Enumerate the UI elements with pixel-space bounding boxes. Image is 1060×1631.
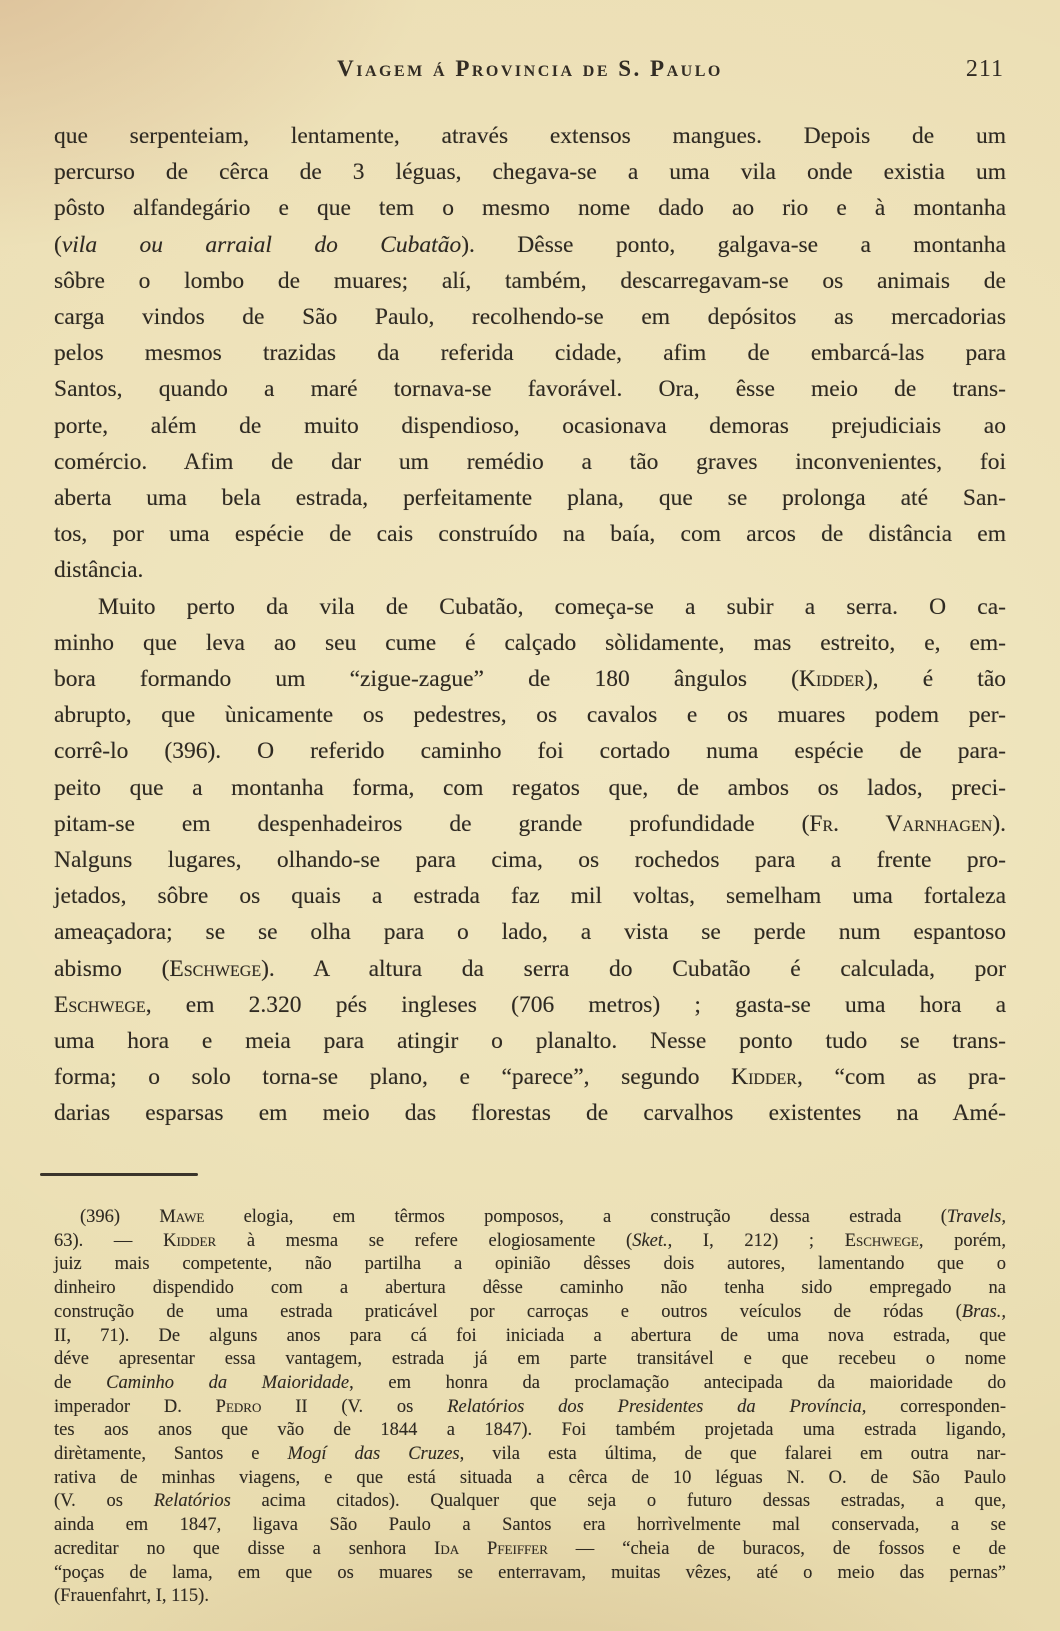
text-segment: comércio. Afim de dar um remédio a tão graves inconvenientes, foi bbox=[54, 448, 1006, 475]
text-line bbox=[54, 444, 1006, 480]
text-line bbox=[54, 299, 1006, 335]
text-segment: II (V. os bbox=[261, 1396, 448, 1417]
text-segment: carga vindos de São Paulo, recolhendo-se em depósitos as mercadorias bbox=[54, 304, 1006, 331]
text-line bbox=[54, 1325, 1006, 1349]
text-line bbox=[54, 697, 1006, 733]
text-line bbox=[54, 1490, 1006, 1514]
body-text bbox=[54, 118, 1006, 1132]
text-segment: abismo ( bbox=[54, 955, 170, 982]
text-segment: peito que a montanha forma, com regatos que, de ambos os lados, preci- bbox=[54, 774, 1006, 801]
text-segment: Pedro bbox=[215, 1396, 262, 1417]
text-line bbox=[54, 625, 1006, 661]
text-segment: à mesma se refere elogiosamente ( bbox=[216, 1230, 633, 1251]
text-line bbox=[54, 118, 1006, 154]
text-line bbox=[54, 1301, 1006, 1325]
text-line bbox=[54, 733, 1006, 769]
text-line bbox=[54, 589, 1006, 625]
text-segment: Ida Pfeiffer bbox=[434, 1538, 548, 1559]
footnote-separator-rule bbox=[40, 1173, 198, 1176]
text-segment: dinheiro dispendido com a abertura dêsse caminho não tenha sido empregado na bbox=[54, 1278, 1006, 1299]
text-line bbox=[54, 1514, 1006, 1538]
text-segment: bora formando um “zigue-zague” de 180 ângulos ( bbox=[54, 666, 799, 693]
text-segment: jetados, sôbre os quais a estrada faz mil voltas, semelham uma fortaleza bbox=[54, 883, 1006, 910]
page-header bbox=[54, 56, 1006, 90]
text-line bbox=[54, 371, 1006, 407]
text-segment: sôbre o lombo de muares; alí, também, descarregavam-se os animais de bbox=[54, 267, 1006, 294]
text-segment: Bras., bbox=[961, 1301, 1006, 1322]
text-line bbox=[54, 806, 1006, 842]
text-line bbox=[54, 335, 1006, 371]
footnote-text bbox=[54, 1206, 1006, 1609]
text-segment: Kidder bbox=[798, 666, 865, 693]
text-line bbox=[54, 951, 1006, 987]
text-segment: Nalguns lugares, olhando-se para cima, os rochedos para a frente pro- bbox=[54, 847, 1006, 874]
text-segment: juiz mais competente, não partilha a opinião dêsses dois autores, lamentando que o bbox=[54, 1254, 1006, 1275]
text-line bbox=[54, 227, 1006, 263]
text-segment: que serpenteiam, lentamente, através extensos mangues. Depois de um bbox=[54, 123, 1006, 149]
text-segment: darias esparsas em meio das florestas de carvalhos existentes na Amé- bbox=[54, 1100, 1006, 1127]
text-segment: , “com as pra- bbox=[796, 1064, 1006, 1091]
text-segment: ( bbox=[54, 231, 62, 258]
text-segment: Santos, quando a maré tornava-se favorável. Ora, êsse meio de trans- bbox=[54, 376, 1006, 403]
text-segment: forma; o solo torna-se plano, e “parece”, segundo bbox=[54, 1064, 732, 1091]
text-segment: abrupto, que ùnicamente os pedestres, os cavalos e os muares podem per- bbox=[54, 702, 1006, 729]
text-line bbox=[54, 1372, 1006, 1396]
text-line bbox=[54, 190, 1006, 226]
text-segment: (Frauenfahrt, I, 115). bbox=[54, 1586, 209, 1607]
text-line bbox=[54, 1396, 1006, 1420]
text-segment: 63). — bbox=[54, 1230, 164, 1251]
text-segment: Eschwege bbox=[54, 991, 146, 1018]
text-segment: Eschwege bbox=[169, 955, 262, 982]
text-segment: rativa de minhas viagens, e que está situada a cêrca de 10 léguas N. O. de São Paulo bbox=[54, 1467, 1006, 1488]
text-segment: , corresponden- bbox=[861, 1396, 1006, 1417]
text-line bbox=[54, 480, 1006, 516]
text-segment: Travels, bbox=[946, 1207, 1006, 1227]
text-segment: Mogí das Cruzes bbox=[287, 1444, 460, 1465]
text-segment: ). Dêsse ponto, galgava-se a montanha bbox=[461, 231, 1006, 258]
text-segment: distância. bbox=[54, 557, 144, 584]
text-line bbox=[54, 263, 1006, 299]
text-line bbox=[54, 842, 1006, 878]
text-line bbox=[54, 1585, 1006, 1609]
text-line bbox=[54, 1059, 1006, 1095]
text-segment: Fr. Varnhagen bbox=[809, 810, 993, 837]
text-line bbox=[54, 661, 1006, 697]
text-line bbox=[54, 770, 1006, 806]
text-segment: percurso de cêrca de 3 léguas, chegava-se a uma vila onde existia um bbox=[54, 159, 1006, 186]
text-segment: Mawe bbox=[159, 1207, 205, 1227]
text-segment: corrê-lo (396). O referido caminho foi cortado numa espécie de para- bbox=[54, 738, 1006, 765]
text-line bbox=[54, 1419, 1006, 1443]
text-line bbox=[54, 1277, 1006, 1301]
text-segment: pelos mesmos trazidas da referida cidade, afim de embarcá-las para bbox=[54, 340, 1006, 367]
text-line bbox=[54, 1348, 1006, 1372]
text-line bbox=[54, 552, 1006, 588]
text-segment: (396) bbox=[80, 1207, 160, 1227]
text-segment: , I, 212) ; bbox=[667, 1230, 845, 1251]
text-line bbox=[54, 1562, 1006, 1586]
text-line bbox=[54, 1206, 1006, 1230]
text-line bbox=[54, 878, 1006, 914]
text-segment: dirètamente, Santos e bbox=[54, 1444, 288, 1465]
text-segment: Sket. bbox=[632, 1230, 668, 1251]
text-line bbox=[54, 1443, 1006, 1467]
text-segment: ). A altura da serra do Cubatão é calculada, por bbox=[261, 955, 1006, 982]
running-title: Viagem á Provincia de S. Paulo bbox=[337, 56, 723, 81]
text-segment: de bbox=[54, 1372, 107, 1393]
text-segment: pôsto alfandegário e que tem o mesmo nome dado ao rio e à montanha bbox=[54, 195, 1006, 222]
text-line bbox=[54, 1230, 1006, 1254]
text-segment: imperador D. bbox=[54, 1396, 216, 1417]
text-segment: porte, além de muito dispendioso, ocasionava demoras prejudiciais ao bbox=[54, 412, 1006, 439]
text-segment: uma hora e meia para atingir o planalto. Nesse ponto tudo se trans- bbox=[54, 1028, 1006, 1055]
text-segment: ), é tão bbox=[864, 666, 1007, 693]
text-segment: , porém, bbox=[918, 1230, 1007, 1251]
text-segment: II, 71). De alguns anos para cá foi iniciada a abertura de uma nova estrada, que bbox=[54, 1325, 1006, 1346]
text-line bbox=[54, 1023, 1006, 1059]
text-segment: “poças de lama, em que os muares se enterravam, muitas vêzes, até o meio das pernas” bbox=[54, 1562, 1006, 1583]
text-line bbox=[54, 1253, 1006, 1277]
text-segment: ainda em 1847, ligava São Paulo a Santos era horrìvelmente mal conservada, a se bbox=[54, 1515, 1006, 1536]
text-line bbox=[54, 1467, 1006, 1491]
text-line bbox=[54, 516, 1006, 552]
text-segment: Caminho da Maioridade bbox=[106, 1372, 350, 1393]
text-segment: Muito perto da vila de Cubatão, começa-se a subir a serra. O ca- bbox=[98, 593, 1006, 620]
text-segment: Kidder bbox=[163, 1230, 217, 1251]
text-segment: pitam-se em despenhadeiros de grande profundidade ( bbox=[54, 810, 810, 837]
text-segment: vila ou arraial do Cubatão bbox=[61, 231, 462, 258]
text-segment: tos, por uma espécie de cais construído na baía, com arcos de distância em bbox=[54, 521, 1006, 548]
text-segment: (V. os bbox=[54, 1491, 154, 1512]
text-segment: acreditar no que disse a senhora bbox=[54, 1538, 435, 1559]
text-segment: acima citados). Qualquer que seja o futuro dessas estradas, a que, bbox=[230, 1491, 1006, 1512]
text-line bbox=[54, 154, 1006, 190]
text-segment: ameaçadora; se se olha para o lado, a vista se perde num espantoso bbox=[54, 919, 1006, 946]
text-segment: elogia, em têrmos pomposos, a construção dessa estrada ( bbox=[204, 1207, 947, 1227]
text-segment: Relatórios bbox=[153, 1491, 231, 1512]
text-segment: , vila esta última, de que falarei em outra nar- bbox=[459, 1444, 1006, 1465]
text-segment: minho que leva ao seu cume é calçado sòlidamente, mas estreito, e, em- bbox=[54, 629, 1006, 656]
page-number: 211 bbox=[965, 56, 1004, 82]
text-segment: , em 2.320 pés ingleses (706 metros) ; gasta-se uma hora a bbox=[145, 991, 1006, 1018]
text-line bbox=[54, 987, 1006, 1023]
text-segment: déve apresentar essa vantagem, estrada já em parte transitável e que recebeu o nome bbox=[54, 1349, 1006, 1370]
text-line bbox=[54, 408, 1006, 444]
text-segment: Eschwege bbox=[844, 1230, 919, 1251]
text-line bbox=[54, 1538, 1006, 1562]
text-segment: ). bbox=[992, 810, 1007, 837]
text-segment: Relatórios dos Presidentes da Província bbox=[447, 1396, 862, 1417]
text-segment: Kidder bbox=[731, 1064, 797, 1091]
text-line bbox=[54, 914, 1006, 950]
text-segment: aberta uma bela estrada, perfeitamente plana, que se prolonga até San- bbox=[54, 485, 1006, 512]
text-segment: tes aos anos que vão de 1844 a 1847). Foi também projetada uma estrada ligando, bbox=[54, 1420, 1006, 1441]
text-segment: — “cheia de buracos, de fossos e de bbox=[547, 1538, 1006, 1559]
text-segment: construção de uma estrada praticável por carroças e outros veículos de ródas ( bbox=[54, 1301, 962, 1322]
text-line bbox=[54, 1095, 1006, 1131]
text-segment: , em honra da proclamação antecipada da maioridade do bbox=[349, 1372, 1006, 1393]
